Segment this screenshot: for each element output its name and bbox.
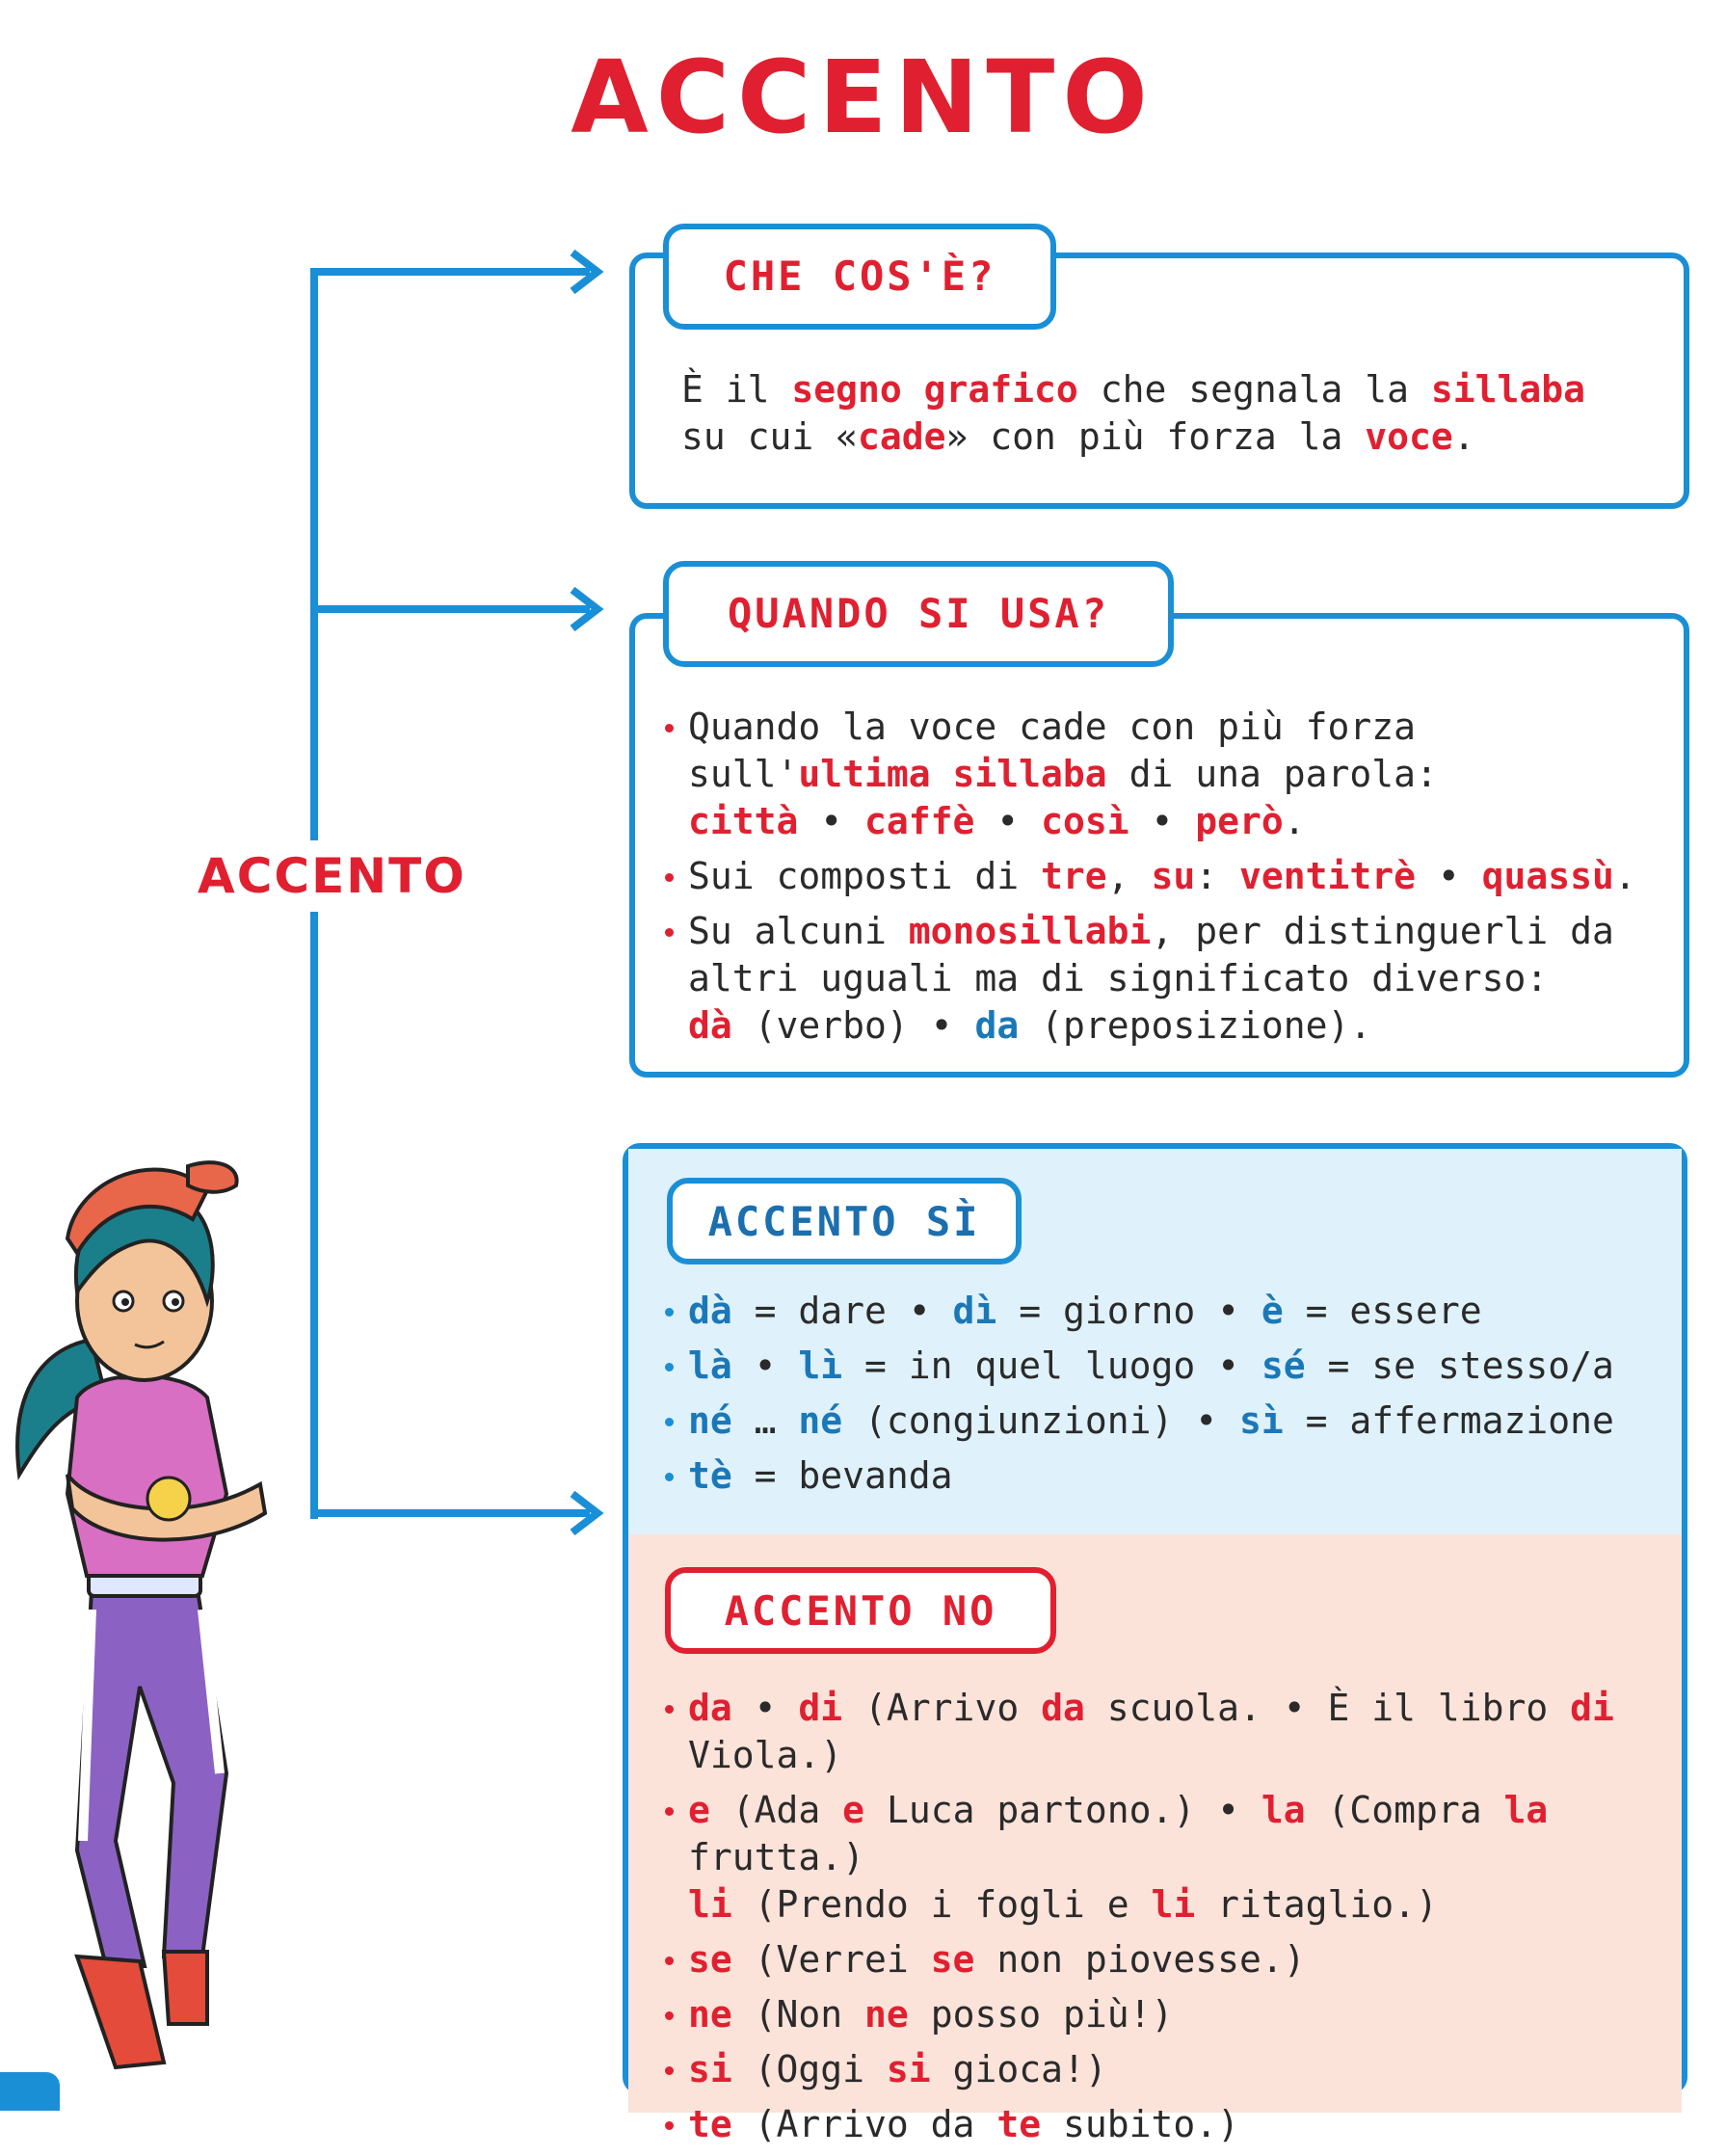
highlight-red: ventitrè [1238,855,1417,897]
connector-line-3 [310,1509,590,1517]
highlight-blue: né [798,1399,843,1442]
highlight-red: dà [688,1004,732,1047]
highlight-red: segno grafico [791,368,1078,411]
text-run: subito.) [1041,2103,1239,2145]
text-run: : [1195,855,1239,897]
text-run: . [1452,415,1475,458]
text-run: (Non [731,1993,865,2036]
text-run: che segnala la [1077,368,1431,411]
text-run: = bevanda [731,1454,953,1497]
text-run: = affermazione [1283,1399,1614,1442]
text-run: Sui composti di [688,855,1042,897]
text-run: = se stesso/a [1305,1344,1614,1387]
text-run: (Arrivo [842,1687,1042,1729]
text-run: , [1106,855,1152,897]
highlight-blue: lì [798,1344,843,1387]
highlight-blue: è [1261,1290,1284,1332]
highlight-red: quassù [1481,855,1614,897]
text-run: • [731,1687,799,1729]
list-item [659,1288,1661,1335]
text-run: Viola.) [688,1734,843,1776]
highlight-red: li [688,1883,732,1926]
accent-no-list [659,1685,1661,2156]
usage-box [629,613,1689,1078]
highlight-red: la [1261,1789,1306,1831]
highlight-red: su [1151,855,1196,897]
connector-line-1 [310,268,590,276]
highlight-red: si [886,2048,931,2090]
highlight-red: e [842,1789,865,1831]
highlight-red: te [688,2103,732,2145]
highlight-red: voce [1365,415,1453,458]
text-run: = giorno • [996,1290,1261,1332]
list-item [659,1685,1661,1779]
text-run: (Compra [1305,1789,1504,1831]
text-run: » con più forza la [945,415,1366,458]
usage-heading: QUANDO SI USA? [663,561,1174,667]
list-item [659,704,1661,845]
page-title: ACCENTO [571,39,1155,156]
text-run: di una parola: [1106,753,1438,795]
highlight-red: ne [864,1993,909,2036]
text-run: su cui « [681,415,859,458]
text-run: = essere [1283,1290,1482,1332]
list-item [659,853,1661,900]
text-run: • [1129,800,1196,842]
highlight-red: però [1195,800,1284,842]
text-run: . [1283,800,1306,842]
highlight-red: cade [858,415,946,458]
highlight-red: da [688,1687,732,1729]
highlight-red: sillaba [1430,368,1586,411]
list-item [659,1991,1661,2038]
list-item [659,1787,1661,1929]
highlight-blue: tè [688,1454,732,1497]
highlight-red: la [1503,1789,1549,1831]
text-run: non piovesse.) [974,1938,1306,1981]
text-run: gioca!) [930,2048,1107,2090]
highlight-red: ultima sillaba [798,753,1107,795]
arrow-right-icon [567,586,605,632]
list-item [659,1936,1661,1983]
text-run: (Verrei [731,1938,931,1981]
arrow-right-icon [567,249,605,295]
highlight-blue: là [688,1344,732,1387]
highlight-red: caffè [864,800,975,842]
highlight-red: si [688,2048,732,2090]
list-item [659,908,1661,1050]
text-run: Luca partono.) • [864,1789,1261,1831]
highlight-blue: dì [952,1290,997,1332]
text-run: Quando la voce cade con più forza sull' [688,705,1416,795]
connector-line-2 [310,605,590,613]
highlight-red: monosillabi [908,910,1152,952]
highlight-red: ne [688,1993,732,2036]
accent-yes-heading: ACCENTO SÌ [667,1178,1022,1264]
text-run: scuola. • È il libro [1084,1687,1571,1729]
highlight-blue: da [974,1004,1020,1047]
list-item [659,2046,1661,2093]
highlight-red: così [1041,800,1129,842]
text-run: È il [681,368,792,411]
text-run: • [1416,855,1482,897]
highlight-red: li [1151,1883,1196,1926]
side-label: ACCENTO [188,840,476,912]
list-item [659,1397,1661,1445]
highlight-blue: sé [1261,1344,1306,1387]
accent-no-heading: ACCENTO NO [665,1567,1056,1654]
definition-text [681,366,1645,461]
girl-with-cap-icon [0,1108,289,2082]
highlight-blue: sì [1238,1399,1284,1442]
highlight-red: e [688,1789,710,1831]
text-run: (Arrivo da [731,2103,997,2145]
page-corner-tab [0,2072,60,2111]
text-run: . [1613,855,1636,897]
text-run: (congiunzioni) • [842,1399,1239,1442]
text-run: ritaglio.) [1195,1883,1438,1926]
list-item [659,1452,1661,1500]
highlight-red: di [798,1687,843,1729]
highlight-red: tre [1041,855,1107,897]
definition-heading: CHE COS'È? [663,224,1056,330]
text-run: • [731,1344,799,1387]
text-run: = in quel luogo • [842,1344,1261,1387]
text-run: • [974,800,1042,842]
text-run: frutta.) [688,1836,865,1878]
highlight-red: te [996,2103,1042,2145]
highlight-red: se [688,1938,732,1981]
accent-yes-list [659,1288,1661,1507]
text-run: Su alcuni [688,910,909,952]
text-run: • [798,800,865,842]
text-run: (Ada [709,1789,843,1831]
list-item [659,2101,1661,2148]
highlight-blue: né [688,1399,732,1442]
text-run: = dare • [731,1290,953,1332]
text-run: , per distinguerli da altri uguali ma di significato diverso: [688,910,1614,999]
highlight-red: da [1041,1687,1085,1729]
highlight-red: di [1570,1687,1614,1729]
text-run: (verbo) • [731,1004,975,1047]
text-run: (Oggi [731,2048,887,2090]
highlight-red: città [688,800,799,842]
accent-yes-no-panel [623,1143,1687,2145]
usage-list [659,704,1661,1057]
text-run: … [731,1399,799,1442]
text-run: (Prendo i fogli e [731,1883,1152,1926]
highlight-red: se [930,1938,975,1981]
highlight-blue: dà [688,1290,732,1332]
text-run: posso più!) [908,1993,1174,2036]
list-item [659,1343,1661,1390]
arrow-right-icon [567,1490,605,1536]
text-run: (preposizione). [1019,1004,1372,1047]
